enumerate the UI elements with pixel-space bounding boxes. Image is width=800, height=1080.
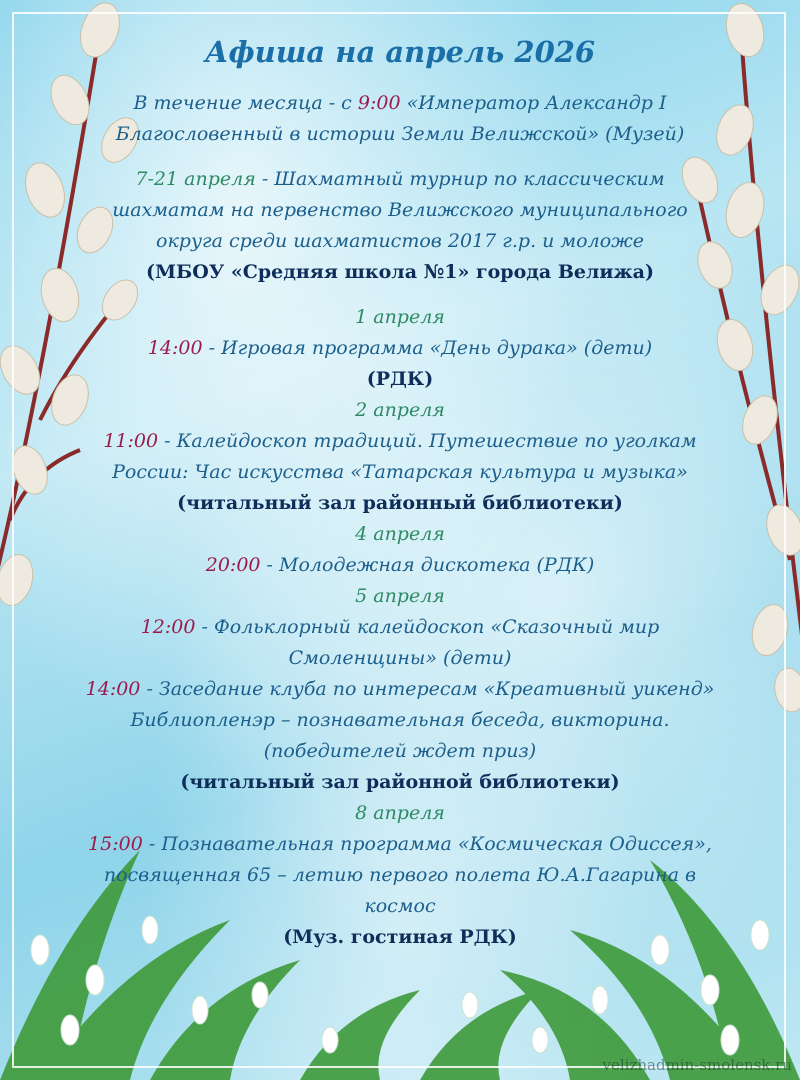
date-heading-1: 1 апреля — [355, 306, 445, 328]
event-d5-time1: 12:00 — [140, 616, 196, 638]
event-month-title-line1: «Император Александр I — [400, 92, 667, 114]
event-d8-text2: посвященная 65 – летию первого полета Ю.А.Гагарина в — [103, 864, 697, 886]
event-chess-place: (МБОУ «Средняя школа №1» города Велижа) — [146, 261, 654, 283]
event-d2-time: 11:00 — [103, 430, 159, 452]
event-chess-line2: шахматам на первенство Велижского муниципального — [112, 199, 688, 221]
event-d5-text1a: - Фольклорный калейдоскоп «Сказочный мир — [195, 616, 660, 638]
event-month — [55, 88, 745, 150]
event-d8-time: 15:00 — [88, 833, 143, 855]
poster-content — [55, 30, 745, 953]
event-d1-time: 14:00 — [147, 337, 203, 359]
event-d5-time2: 14:00 — [85, 678, 141, 700]
event-d5-place: (читальный зал районной библиотеки) — [180, 771, 620, 793]
event-d4-text: - Молодежная дискотека (РДК) — [260, 554, 595, 576]
event-d1-text: - Игровая программа «День дурака» (дети) — [202, 337, 653, 359]
event-chess-line1: - Шахматный турнир по классическим — [255, 168, 665, 190]
event-d2-text2: России: Час искусства «Татарская культура и музыка» — [112, 461, 688, 483]
event-d1-place: (РДК) — [366, 368, 434, 390]
event-chess — [55, 164, 745, 288]
event-d5-text2b: Библиопленэр – познавательная беседа, викторина. — [130, 709, 670, 731]
event-d5-text2c: (победителей ждет приз) — [263, 740, 537, 762]
event-chess-date: 7-21 апреля — [135, 168, 256, 190]
event-d4-time: 20:00 — [205, 554, 261, 576]
event-month-prefix: В течение месяца - с — [133, 92, 358, 114]
poster-title: Афиша на апрель 2026 — [204, 35, 596, 69]
date-heading-5: 5 апреля — [355, 585, 445, 607]
event-d5-text2a: - Заседание клуба по интересам «Креативный уикенд» — [140, 678, 715, 700]
event-d8-text1: - Познавательная программа «Космическая Одиссея», — [142, 833, 712, 855]
event-d5-text1b: Смоленщины» (дети) — [288, 647, 512, 669]
event-d8-place: (Муз. гостиная РДК) — [283, 926, 517, 948]
event-month-title-line2: Благословенный в истории Земли Велижской» (Музей) — [115, 123, 685, 145]
event-d8-text3: космос — [364, 895, 436, 917]
event-d2-text1: - Калейдоскоп традиций. Путешествие по уголкам — [158, 430, 697, 452]
event-chess-line3: округа среди шахматистов 2017 г.р. и моложе — [156, 230, 644, 252]
event-d2-place: (читальный зал районный библиотеки) — [177, 492, 623, 514]
date-heading-8: 8 апреля — [355, 802, 445, 824]
date-heading-2: 2 апреля — [355, 399, 445, 421]
site-watermark: velizhadmin-smolensk.ru — [602, 1056, 792, 1074]
date-heading-4: 4 апреля — [355, 523, 445, 545]
event-month-time: 9:00 — [357, 92, 401, 114]
